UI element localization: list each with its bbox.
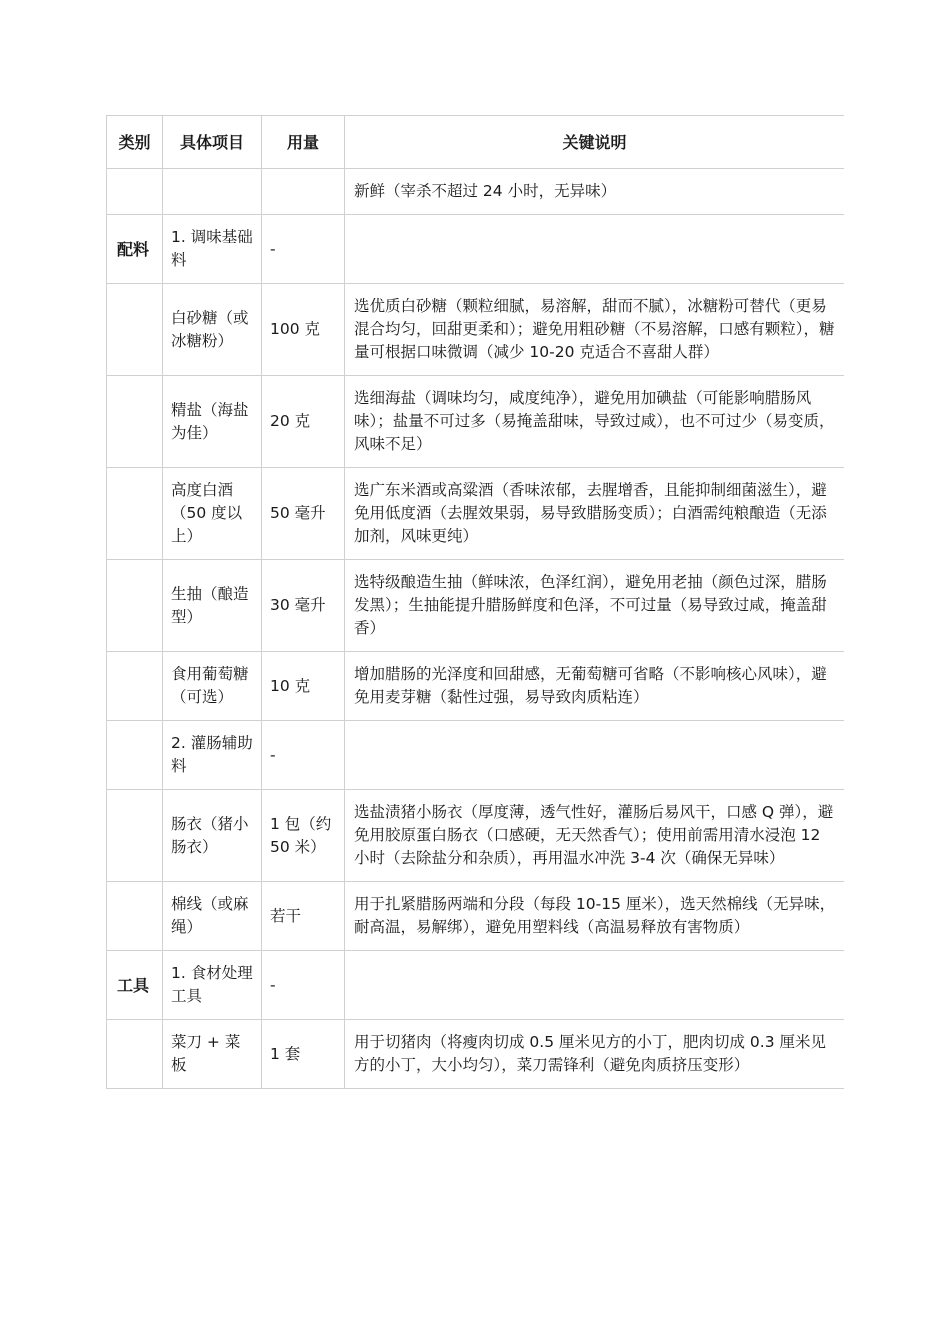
table-row (107, 721, 845, 790)
table-row (107, 560, 845, 652)
table-row (107, 951, 845, 1020)
row-category (107, 468, 163, 560)
row-note: 选盐渍猪小肠衣（厚度薄，透气性好，灌肠后易风干，口感 Q 弹），避免用胶原蛋白肠衣（口感硬，无天然香气）；使用前需用清水浸泡 12 小时（去除盐分和杂质），再用温水冲洗 3-4 次（确保无异味） (345, 790, 845, 882)
row-amount: 1 套 (262, 1020, 345, 1089)
ingredient-table (106, 115, 844, 1089)
row-note (345, 951, 845, 1020)
table-row (107, 790, 845, 882)
row-amount: 10 克 (262, 652, 345, 721)
row-note: 选优质白砂糖（颗粒细腻，易溶解，甜而不腻），冰糖粉可替代（更易混合均匀，回甜更柔和）；避免用粗砂糖（不易溶解，口感有颗粒），糖量可根据口味微调（减少 10-20 克适合不喜甜人群） (345, 284, 845, 376)
row-item: 生抽（酿造型） (163, 560, 262, 652)
header-category: 类别 (107, 116, 163, 169)
row-note: 用于切猪肉（将瘦肉切成 0.5 厘米见方的小丁，肥肉切成 0.3 厘米见方的小丁，大小均匀），菜刀需锋利（避免肉质挤压变形） (345, 1020, 845, 1089)
row-item: 食用葡萄糖（可选） (163, 652, 262, 721)
table-row (107, 376, 845, 468)
row-category (107, 790, 163, 882)
row-category (107, 560, 163, 652)
table-row (107, 468, 845, 560)
row-category (107, 284, 163, 376)
table-header-row (107, 116, 845, 169)
row-note (345, 215, 845, 284)
row-category (107, 169, 163, 215)
row-note: 用于扎紧腊肠两端和分段（每段 10-15 厘米），选天然棉线（无异味，耐高温，易解绑），避免用塑料线（高温易释放有害物质） (345, 882, 845, 951)
table-row (107, 284, 845, 376)
row-item: 1. 调味基础料 (163, 215, 262, 284)
row-item: 1. 食材处理工具 (163, 951, 262, 1020)
row-amount: 1 包（约 50 米） (262, 790, 345, 882)
row-category (107, 882, 163, 951)
row-category: 配料 (107, 215, 163, 284)
row-amount: - (262, 721, 345, 790)
table-row (107, 652, 845, 721)
header-amount: 用量 (262, 116, 345, 169)
row-item: 棉线（或麻绳） (163, 882, 262, 951)
header-item: 具体项目 (163, 116, 262, 169)
row-amount (262, 169, 345, 215)
row-note: 选广东米酒或高粱酒（香味浓郁，去腥增香，且能抑制细菌滋生），避免用低度酒（去腥效果弱，易导致腊肠变质）；白酒需纯粮酿造（无添加剂，风味更纯） (345, 468, 845, 560)
row-note: 新鲜（宰杀不超过 24 小时，无异味） (345, 169, 845, 215)
row-category (107, 376, 163, 468)
row-item (163, 169, 262, 215)
row-category (107, 721, 163, 790)
row-note: 选特级酿造生抽（鲜味浓，色泽红润），避免用老抽（颜色过深，腊肠发黑）；生抽能提升腊肠鲜度和色泽，不可过量（易导致过咸，掩盖甜香） (345, 560, 845, 652)
header-note: 关键说明 (345, 116, 845, 169)
row-amount: - (262, 215, 345, 284)
row-category (107, 652, 163, 721)
row-category: 工具 (107, 951, 163, 1020)
row-item: 精盐（海盐为佳） (163, 376, 262, 468)
row-item: 高度白酒（50 度以上） (163, 468, 262, 560)
row-amount: 50 毫升 (262, 468, 345, 560)
table-row (107, 882, 845, 951)
row-note (345, 721, 845, 790)
row-amount: 100 克 (262, 284, 345, 376)
row-amount: - (262, 951, 345, 1020)
row-amount: 30 毫升 (262, 560, 345, 652)
table-container (106, 115, 844, 1227)
row-note: 选细海盐（调味均匀，咸度纯净），避免用加碘盐（可能影响腊肠风味）；盐量不可过多（易掩盖甜味，导致过咸），也不可过少（易变质，风味不足） (345, 376, 845, 468)
row-item: 菜刀 + 菜板 (163, 1020, 262, 1089)
row-note: 增加腊肠的光泽度和回甜感，无葡萄糖可省略（不影响核心风味），避免用麦芽糖（黏性过强，易导致肉质粘连） (345, 652, 845, 721)
row-category (107, 1020, 163, 1089)
row-amount: 20 克 (262, 376, 345, 468)
row-item: 肠衣（猪小肠衣） (163, 790, 262, 882)
table-row (107, 1020, 845, 1089)
table-row (107, 215, 845, 284)
row-amount: 若干 (262, 882, 345, 951)
table-row (107, 169, 845, 215)
row-item: 白砂糖（或冰糖粉） (163, 284, 262, 376)
row-item: 2. 灌肠辅助料 (163, 721, 262, 790)
